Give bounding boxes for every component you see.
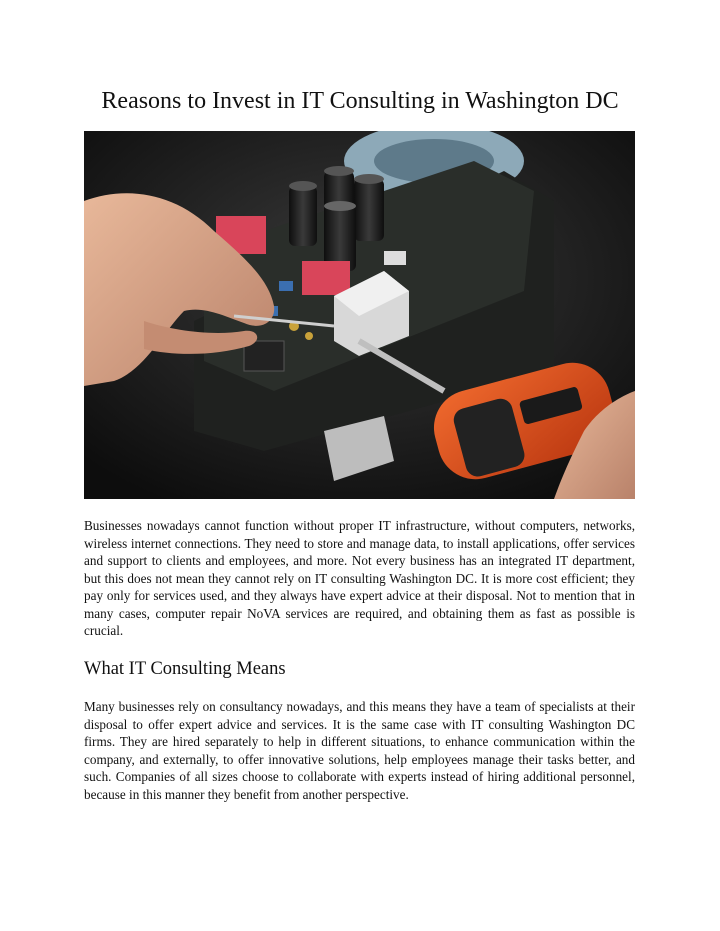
circuit-repair-photo xyxy=(84,131,635,499)
section-heading: What IT Consulting Means xyxy=(84,659,286,679)
section-paragraph: Many businesses rely on consultancy nowadays, and this means they have a team of specialists at their disposal to offer expert advice and services. It is the same case with IT consulting Washington DC firms. They are hired separately to help in different situations, to enhance communication within the company, and externally, to offer innovative solutions, help employees manage their tasks better, and such. Companies of all sizes choose to collaborate with experts instead of hiring additional personnel, because in this manner they benefit from another perspective. xyxy=(84,699,635,802)
circuit-repair-illustration xyxy=(84,131,635,499)
intro-paragraph: Businesses nowadays cannot function without proper IT infrastructure, without computers, networks, wireless internet connections. They need to store and manage data, to install applications, offer services and support to clients and employees, and more. Not every business has an integrated IT department, but this does not mean they cannot rely on IT consulting Washington DC. It is more cost efficient; they pay only for services used, and they always have expert advice at their disposal. Not to mention that in many cases, computer repair NoVA services are required, and obtaining them as fast as possible is crucial. xyxy=(84,518,635,638)
document-title: Reasons to Invest in IT Consulting in Washington DC xyxy=(101,88,619,114)
relay-red-2 xyxy=(302,261,350,295)
